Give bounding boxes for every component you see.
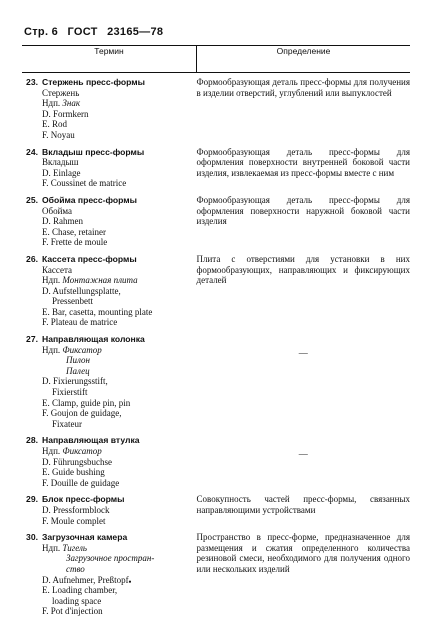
term-cell bbox=[22, 429, 197, 488]
term-variant: E. Rod bbox=[42, 119, 68, 130]
deprecated-term bbox=[42, 275, 197, 286]
definition-cell bbox=[197, 526, 411, 617]
entry-number: 24. bbox=[26, 146, 38, 157]
definition-text: Плита с отверстиями для установки в них формообразующих, направляющих и фиксирующих деталей bbox=[196, 253, 410, 286]
term-variant: D. Aufstellungsplatte, bbox=[42, 285, 121, 296]
deprecated-prefix: Ндп. bbox=[42, 98, 63, 109]
term-title: Вкладыш пресс-формы bbox=[42, 146, 145, 157]
entry-number: 30. bbox=[26, 532, 38, 543]
deprecated-term: Палец bbox=[66, 365, 90, 376]
term-variant: Fixateur bbox=[52, 418, 82, 429]
term-variant: F. Pot d'injection bbox=[42, 606, 103, 617]
definition-cell bbox=[197, 189, 411, 248]
term-variant: E. Guide bushing bbox=[42, 467, 105, 478]
deprecated-prefix: Ндп. bbox=[42, 275, 63, 286]
term-variant: D. Führungsbuchse bbox=[42, 456, 112, 467]
term-variant: Pressenbett bbox=[52, 296, 93, 307]
term-variant: F. Plateau de matrice bbox=[42, 317, 118, 328]
term-variant: Стержень bbox=[42, 87, 80, 98]
term-title: Загрузочная камера bbox=[42, 532, 128, 543]
term-title: Направляющая колонка bbox=[42, 334, 145, 345]
deprecated-term bbox=[42, 543, 197, 554]
entry-number: 28. bbox=[26, 435, 38, 446]
term-variant: E. Chase, retainer bbox=[42, 226, 106, 237]
term-title: Обойма пресс-формы bbox=[42, 194, 137, 205]
definition-cell bbox=[197, 328, 411, 429]
page-number: Стр. 6 bbox=[24, 26, 59, 38]
term-variant: D. Einlage bbox=[42, 167, 81, 178]
entry-number: 29. bbox=[26, 494, 38, 505]
term-cell bbox=[22, 141, 197, 189]
deprecated-word: Монтажная плита bbox=[62, 275, 138, 286]
gost-label: ГОСТ bbox=[67, 26, 98, 38]
table-row bbox=[22, 526, 410, 617]
column-header-term: Термин bbox=[22, 46, 197, 73]
footer-mark: • bbox=[128, 577, 132, 587]
definition-cell bbox=[197, 73, 411, 141]
entry-number: 25. bbox=[26, 194, 38, 205]
definition-text: Формообразующая деталь пресс-формы для оформления поверхности внутренней боковой части изделия, извлекаемая из пресс-формы вместе с ним bbox=[196, 146, 410, 178]
deprecated-prefix: Ндп. bbox=[42, 446, 63, 456]
table-row bbox=[22, 488, 410, 526]
column-header-definition: Определение bbox=[197, 46, 411, 73]
term-variant: Кассета bbox=[42, 264, 73, 275]
term-cell bbox=[22, 488, 197, 526]
term-cell bbox=[22, 248, 197, 328]
term-cell bbox=[22, 526, 197, 617]
definition-cell bbox=[197, 141, 411, 189]
term-variant: F. Frette de moule bbox=[42, 237, 108, 248]
definition-text: Пространство в пресс-форме, предназначенное для размещения и сжатия определенного количества резиновой смеси, необходимого для получения одного или нескольких изделий bbox=[196, 532, 410, 574]
definition-text: Формообразующая деталь пресс-формы для получения в изделии отверстий, углублений или выпуклостей bbox=[196, 77, 410, 98]
definition-cell bbox=[197, 429, 411, 488]
definition-dash: — bbox=[298, 348, 308, 359]
gost-number: 23165—78 bbox=[107, 26, 164, 38]
table-header-row bbox=[22, 46, 410, 73]
term-variant: E. Loading chamber, bbox=[42, 585, 118, 596]
table-row bbox=[22, 248, 410, 328]
entry-number: 26. bbox=[26, 253, 38, 264]
term-variant: F. Noyau bbox=[42, 129, 75, 140]
deprecated-term: ство bbox=[66, 563, 85, 574]
term-variant: F. Coussinet de matrice bbox=[42, 178, 127, 189]
term-variant: loading space bbox=[52, 595, 102, 606]
definition-dash: — bbox=[298, 449, 308, 460]
term-cell bbox=[22, 328, 197, 429]
deprecated-prefix: Ндп. bbox=[42, 542, 63, 553]
deprecated-word: Тигель bbox=[62, 542, 87, 553]
term-variant: D. Pressformblock bbox=[42, 504, 110, 515]
page-header bbox=[24, 26, 163, 38]
term-variant: F. Moule complet bbox=[42, 515, 106, 526]
table-row bbox=[22, 328, 410, 429]
table-body bbox=[22, 73, 410, 617]
term-variant: D. Aufnehmer, Preßtopf bbox=[42, 574, 129, 585]
term-variant: D. Rahmen bbox=[42, 216, 83, 227]
deprecated-prefix: Ндп. bbox=[42, 344, 63, 355]
definition-text: Формообразующая деталь пресс-формы для оформления поверхности наружной боковой части изделия bbox=[196, 194, 410, 227]
term-variant: Fixierstift bbox=[52, 387, 88, 398]
table-row bbox=[22, 73, 410, 141]
term-title: Кассета пресс-формы bbox=[42, 253, 137, 264]
term-cell bbox=[22, 189, 197, 248]
terms-table bbox=[22, 45, 410, 617]
definition-cell bbox=[197, 248, 411, 328]
deprecated-term: Загрузочное простран- bbox=[66, 553, 155, 564]
term-variant: F. Goujon de guidage, bbox=[42, 408, 122, 419]
term-variant: D. Fixierungsstift, bbox=[42, 376, 108, 387]
deprecated-term bbox=[42, 98, 197, 109]
table-row bbox=[22, 189, 410, 248]
term-cell bbox=[22, 73, 197, 141]
entry-number: 23. bbox=[26, 77, 38, 87]
term-title: Блок пресс-формы bbox=[42, 494, 125, 505]
term-variant: E. Clamp, guide pin, pin bbox=[42, 397, 131, 408]
term-title: Стержень пресс-формы bbox=[42, 77, 145, 87]
term-variant: Вкладыш bbox=[42, 157, 79, 168]
deprecated-word: Фиксатор bbox=[62, 446, 102, 456]
deprecated-term bbox=[42, 446, 197, 457]
term-variant: Обойма bbox=[42, 205, 73, 216]
term-variant: F. Douille de guidage bbox=[42, 477, 120, 488]
entry-number: 27. bbox=[26, 334, 38, 345]
term-variant: D. Formkern bbox=[42, 108, 89, 119]
term-variant: E. Bar, casetta, mounting plate bbox=[42, 306, 153, 317]
deprecated-word: Фиксатор bbox=[62, 344, 102, 355]
definition-cell bbox=[197, 488, 411, 526]
table-row bbox=[22, 429, 410, 488]
deprecated-term bbox=[42, 345, 197, 356]
term-title: Направляющая втулка bbox=[42, 435, 140, 446]
table-row bbox=[22, 141, 410, 189]
definition-text: Совокупность частей пресс-формы, связанных направляющими устройствами bbox=[196, 494, 410, 515]
deprecated-term: Пилон bbox=[66, 355, 90, 366]
deprecated-word: Знак bbox=[62, 98, 81, 109]
